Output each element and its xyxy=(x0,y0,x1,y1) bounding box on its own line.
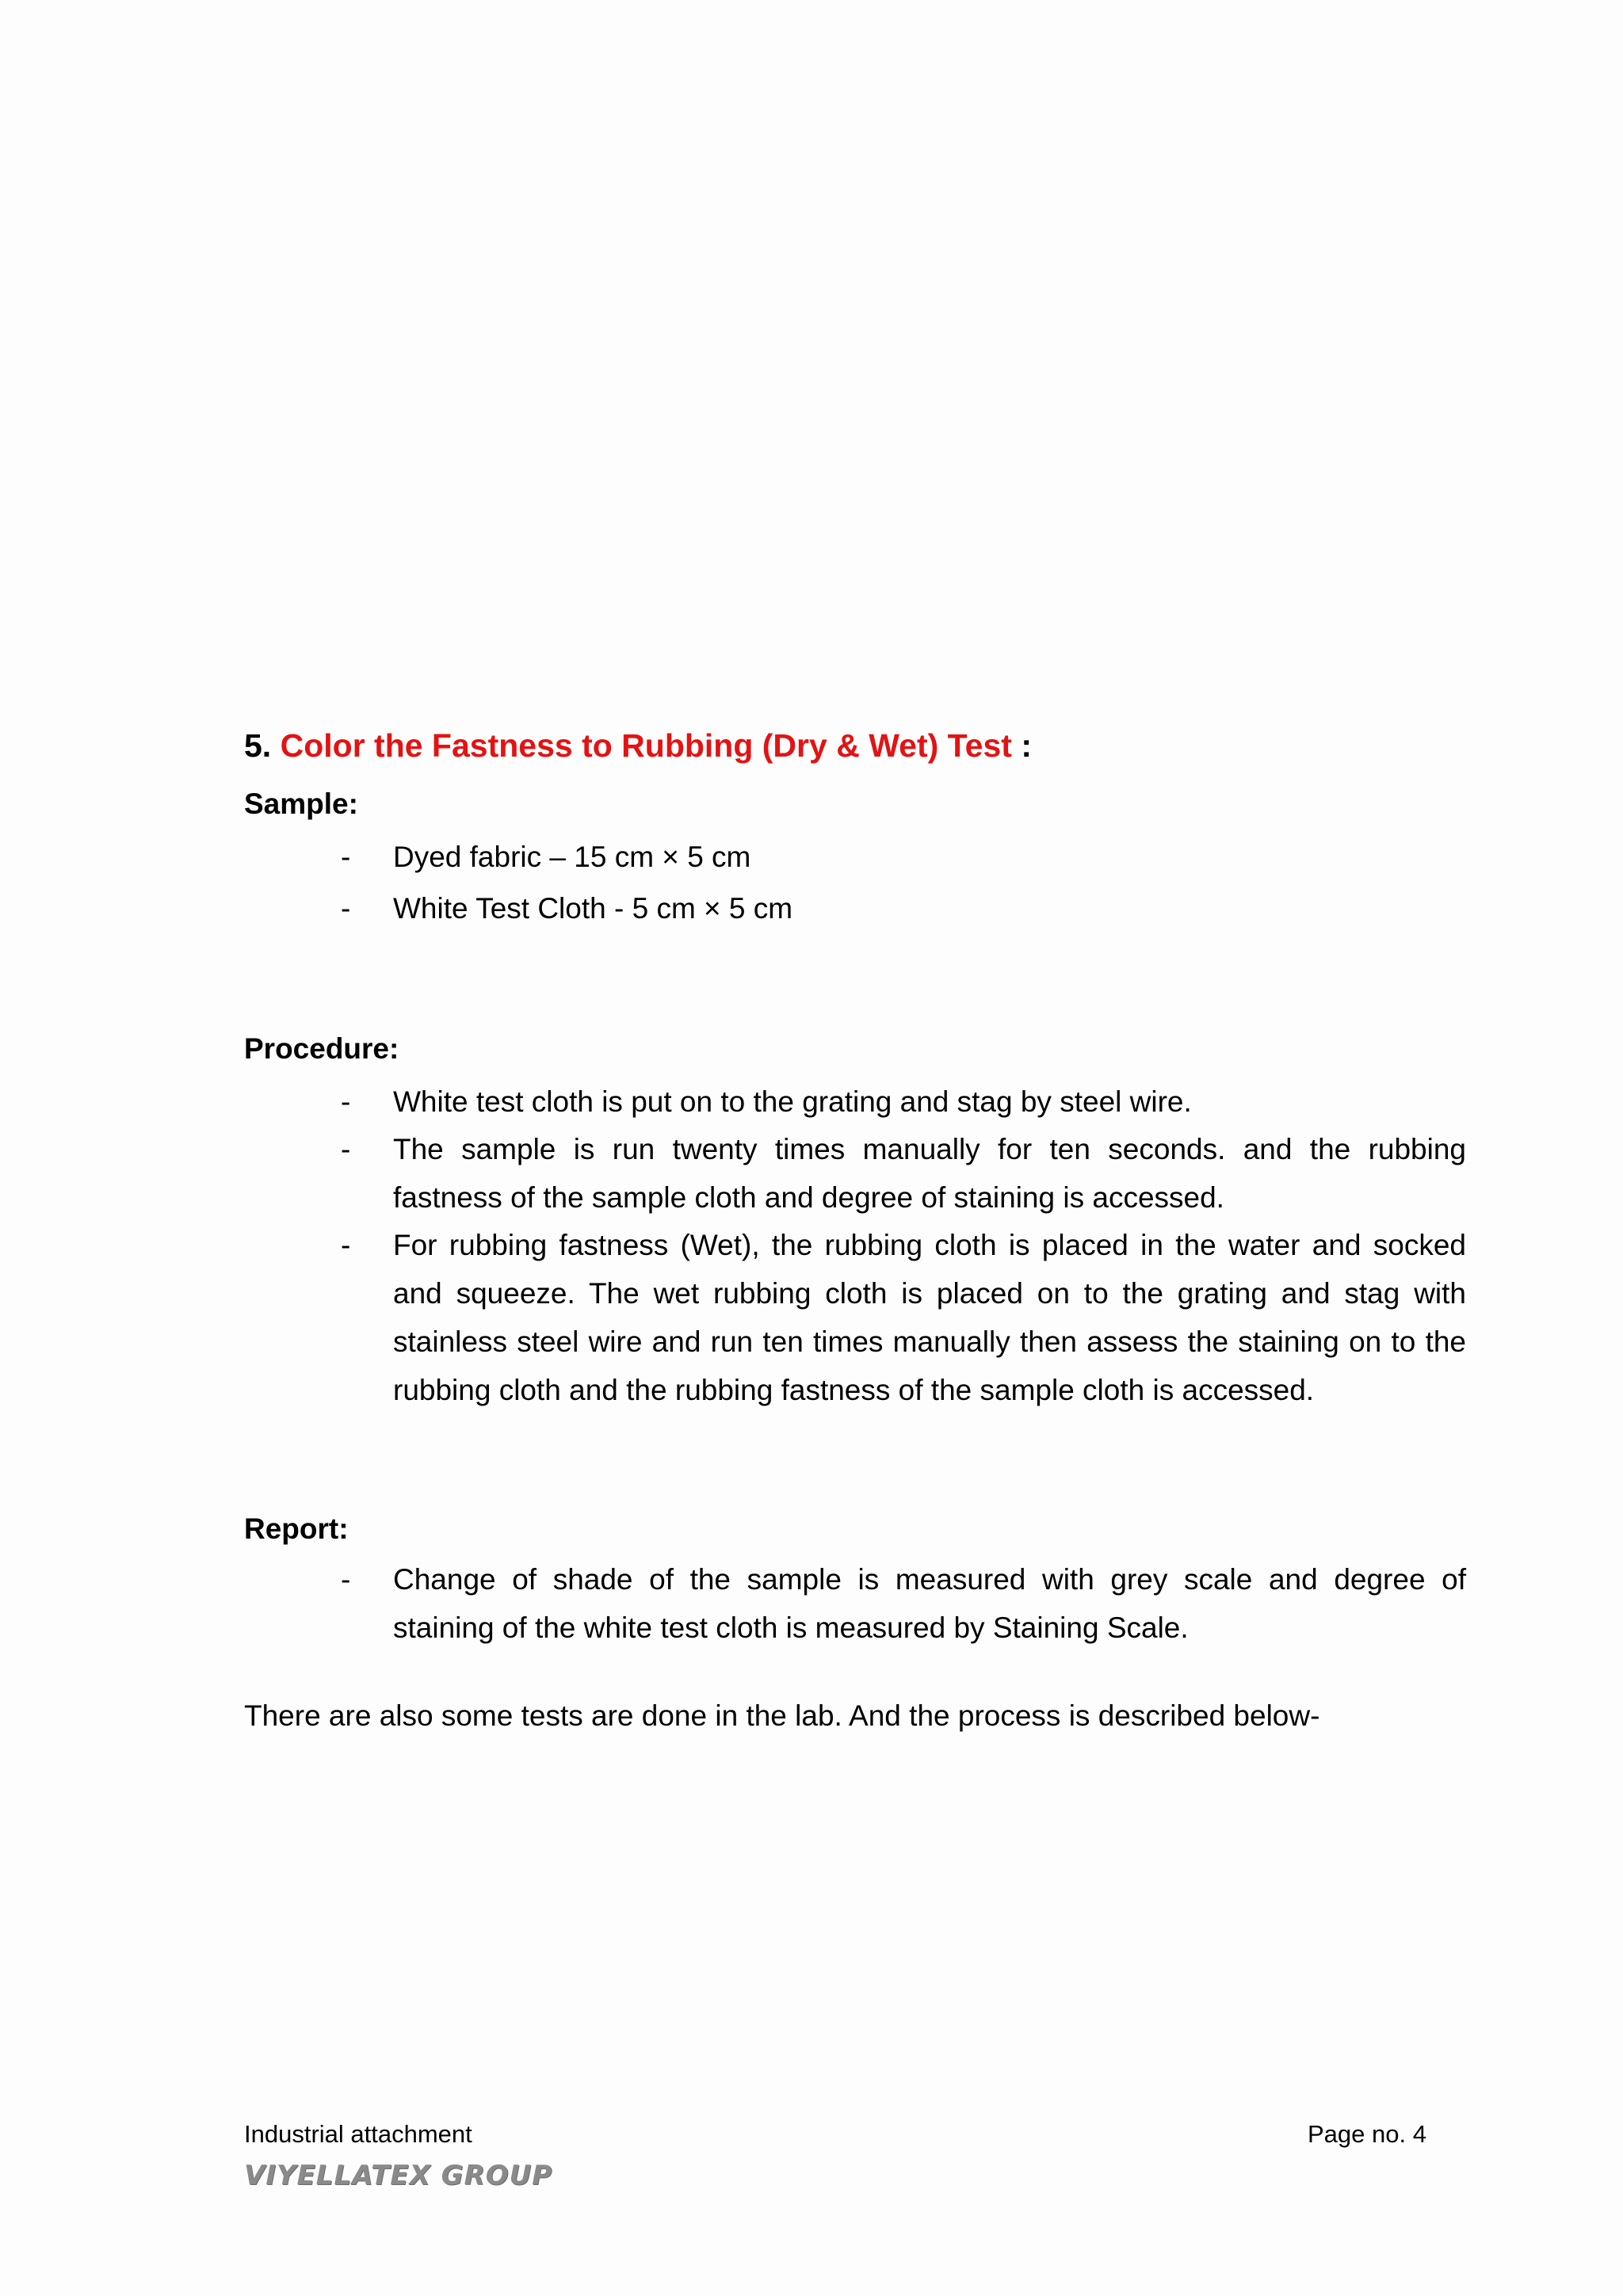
sample-item xyxy=(341,833,1466,881)
sample-item-text: White Test Cloth - 5 cm × 5 cm xyxy=(393,892,793,925)
section-number: 5. xyxy=(244,727,272,764)
bullet-dash: - xyxy=(341,892,351,925)
bullet-dash: - xyxy=(341,841,351,873)
report-item xyxy=(341,1555,1466,1652)
bullet-dash: - xyxy=(341,1563,351,1596)
procedure-label: Procedure: xyxy=(244,1032,399,1065)
sample-label: Sample: xyxy=(244,788,358,820)
procedure-item-text: The sample is run twenty times manually for ten seconds. and the rubbing fastness of the sample cloth and degree of staining is accessed. xyxy=(393,1133,1466,1214)
company-logo: VIYELLATEX GROUP xyxy=(244,2160,553,2191)
bullet-dash: - xyxy=(341,1229,351,1261)
sample-item-text: Dyed fabric – 15 cm × 5 cm xyxy=(393,841,751,873)
bullet-dash: - xyxy=(341,1133,351,1165)
report-item-text: Change of shade of the sample is measured with grey scale and degree of staining of the white test cloth is measured by Staining Scale. xyxy=(393,1563,1466,1644)
section-heading xyxy=(244,727,1032,765)
closing-paragraph: There are also some tests are done in the lab. And the process is described below- xyxy=(244,1699,1320,1732)
section-title: Color the Fastness to Rubbing (Dry & Wet) Test xyxy=(280,727,1012,764)
sample-item xyxy=(341,884,1466,933)
procedure-item-text: For rubbing fastness (Wet), the rubbing cloth is placed in the water and socked and squeeze. The wet rubbing cloth is placed on to the grating and stag with stainless steel wire and run ten times manually then assess the staining on to the rubbing cloth and the rubbing fastness of the sample cloth is accessed. xyxy=(393,1229,1466,1406)
page-number: Page no. 4 xyxy=(1308,2120,1426,2148)
procedure-item xyxy=(341,1221,1466,1414)
bullet-dash: - xyxy=(341,1085,351,1118)
procedure-item xyxy=(341,1077,1466,1126)
report-label: Report: xyxy=(244,1512,349,1545)
procedure-item-text: White test cloth is put on to the grating and stag by steel wire. xyxy=(393,1085,1192,1118)
procedure-item xyxy=(341,1125,1466,1222)
footer-left-text: Industrial attachment xyxy=(244,2120,472,2148)
section-colon: : xyxy=(1021,727,1032,764)
